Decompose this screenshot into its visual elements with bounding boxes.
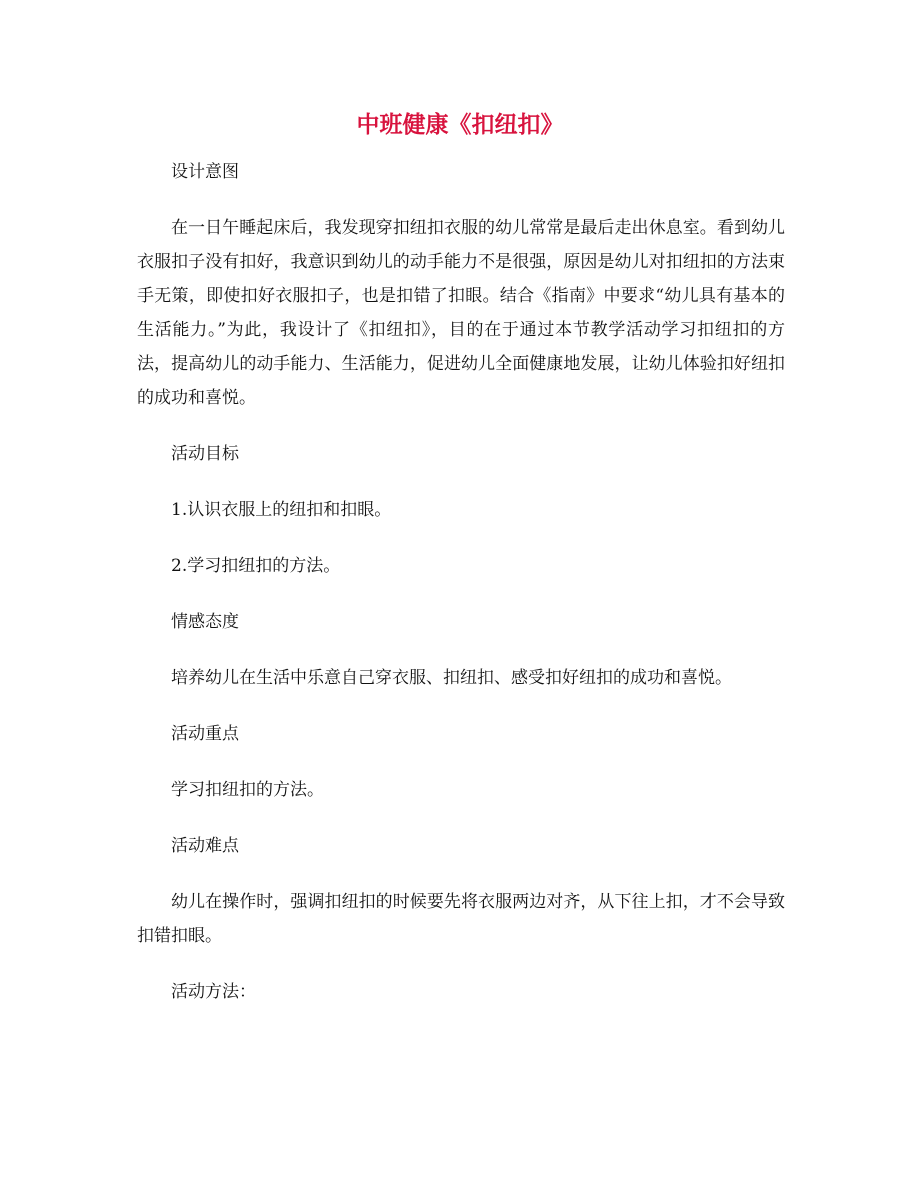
heading-emotional-attitude: 情感态度 bbox=[171, 612, 239, 632]
heading-activity-focus: 活动重点 bbox=[171, 724, 239, 744]
paragraph-activity-focus: 学习扣纽扣的方法。 bbox=[171, 780, 324, 800]
goal-item-2: 2.学习扣纽扣的方法。 bbox=[171, 556, 341, 576]
paragraph-emotional-attitude: 培养幼儿在生活中乐意自己穿衣服、扣纽扣、感受扣好纽扣的成功和喜悦。 bbox=[171, 668, 732, 688]
document-title: 中班健康《扣纽扣》 bbox=[356, 112, 564, 138]
paragraph-activity-difficulty: 幼儿在操作时，强调扣纽扣的时候要先将衣服两边对齐，从下往上扣，才不会导致扣错扣眼。 bbox=[137, 892, 785, 946]
document-body bbox=[137, 155, 785, 1031]
heading-activity-difficulty: 活动难点 bbox=[171, 836, 239, 856]
goal-item-1: 1.认识衣服上的纽扣和扣眼。 bbox=[171, 500, 392, 520]
heading-activity-goals: 活动目标 bbox=[171, 444, 239, 464]
heading-design-intent: 设计意图 bbox=[171, 162, 239, 182]
paragraph-design-intent: 在一日午睡起床后，我发现穿扣纽扣衣服的幼儿常常是最后走出休息室。看到幼儿衣服扣子没有扣好，我意识到幼儿的动手能力不是很强，原因是幼儿对扣纽扣的方法束手无策，即使扣好衣服扣子，也是扣错了扣眼。结合《指南》中要求“幼儿具有基本的生活能力。”为此，我设计了《扣纽扣》，目的在于通过本节教学活动学习扣纽扣的方法，提高幼儿的动手能力、生活能力，促进幼儿全面健康地发展，让幼儿体验扣好纽扣的成功和喜悦。 bbox=[137, 218, 785, 408]
heading-activity-method: 活动方法： bbox=[171, 982, 256, 1002]
